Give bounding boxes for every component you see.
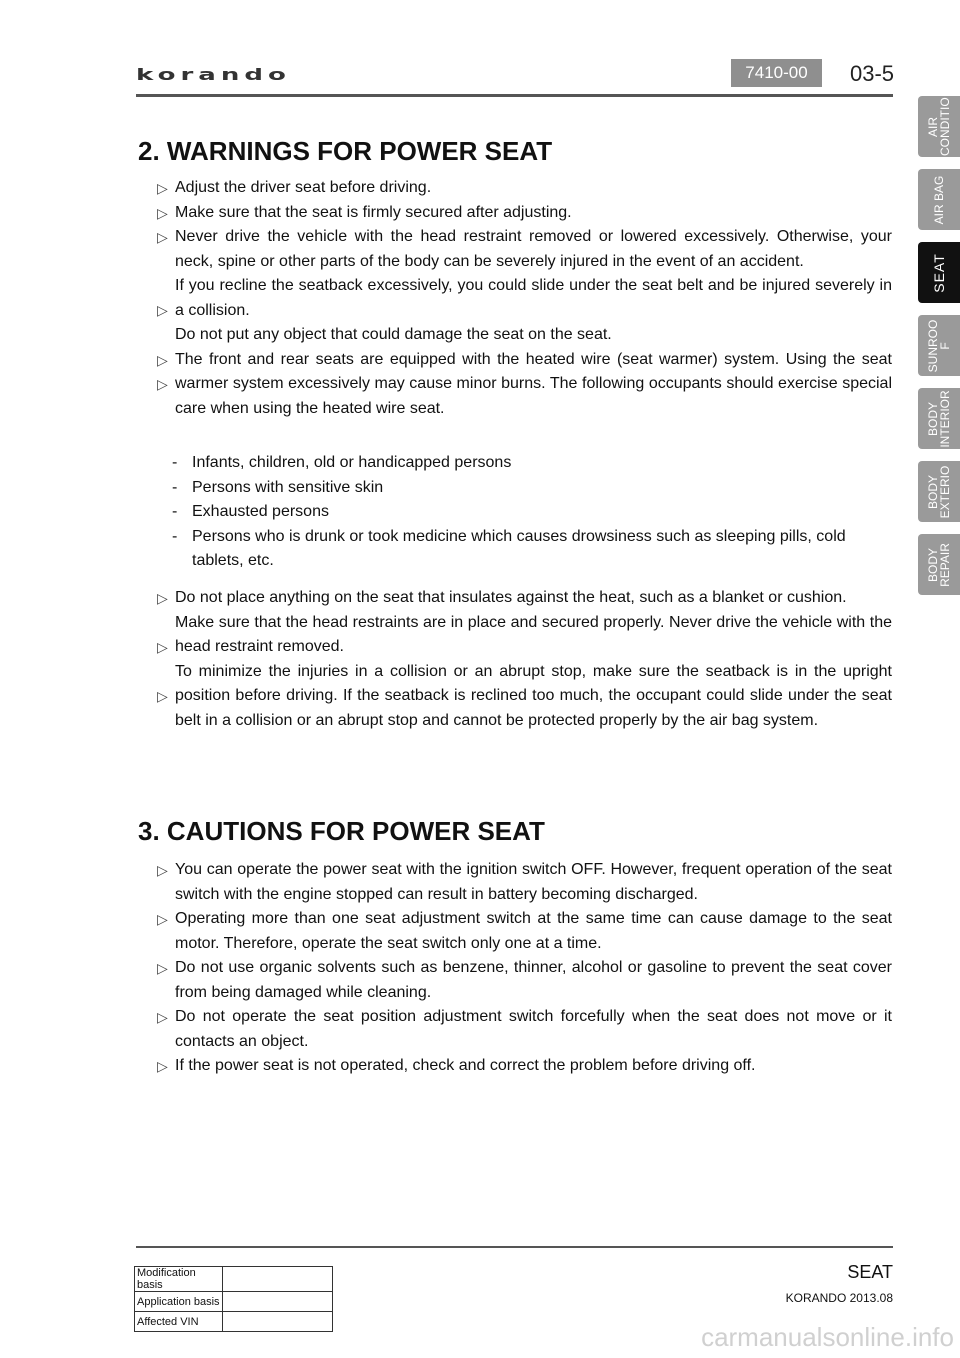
page-number: 03-5 (850, 61, 895, 86)
triangle-bullet-icon: ▷ (157, 960, 168, 976)
triangle-bullet-icon: ▷ (157, 1009, 168, 1025)
section-2-title: 2. WARNINGS FOR POWER SEAT (138, 136, 553, 166)
list-item: ▷ If the power seat is not operated, check and correct the problem before driving off. (157, 1054, 892, 1079)
sublist-item: - Persons with sensitive skin (172, 478, 384, 496)
triangle-bullet-icon: ▷ (157, 687, 168, 704)
list-item: ▷ Never drive the vehicle with the head restraint removed or lowered excessively. Otherwise, your neck, spine or other parts of the body can be severely injured in the event of an accident. (157, 225, 892, 274)
tab-air-conditioning[interactable] (918, 96, 960, 157)
watermark-text: carmanualsonline.info (701, 1322, 954, 1352)
list-item: ▷ Adjust the driver seat before driving. (157, 176, 892, 201)
tab-label: AIR CONDITIO (926, 96, 952, 156)
tab-seat[interactable] (918, 242, 960, 303)
list-item: ▷ Do not operate the seat position adjustment switch forcefully when the seat does not move or it contacts an object. (157, 1005, 892, 1054)
tab-body-interior[interactable] (918, 388, 960, 449)
header-divider (136, 94, 893, 97)
triangle-bullet-icon: ▷ (157, 862, 168, 878)
occupants-sublist (172, 451, 862, 574)
cautions-list (157, 858, 892, 1079)
tab-label: BODY EXTERIO (926, 465, 952, 518)
triangle-bullet-icon: ▷ (157, 302, 168, 318)
brand-logo: korando (136, 66, 291, 84)
triangle-bullet-icon: ▷ (157, 590, 168, 606)
list-item: ▷ Do not place anything on the seat that insulates against the heat, such as a blanket or cushion. (157, 586, 892, 611)
table-label: Modification basis (135, 1267, 223, 1292)
sublist-item: - Exhausted persons (172, 503, 329, 520)
table-value (223, 1267, 333, 1292)
list-item: ▷ Do not use organic solvents such as benzene, thinner, alcohol or gasoline to prevent the seat cover from being damaged while cleaning. (157, 956, 892, 1005)
triangle-bullet-icon: ▷ (157, 638, 168, 655)
table-label: Application basis (135, 1292, 223, 1312)
tab-body-repair[interactable] (918, 534, 960, 595)
table-row (135, 1292, 333, 1312)
tab-label: BODY INTERIOR (926, 389, 952, 448)
footer-model-date: KORANDO 2013.08 (785, 1291, 893, 1305)
table-value (223, 1312, 333, 1332)
triangle-bullet-icon: ▷ (157, 180, 168, 196)
triangle-bullet-icon: ▷ (157, 351, 168, 368)
list-item: ▷ ▷ The front and rear seats are equipped with the heated wire (seat warmer) system. Using the seat warmer system excessively may cause minor burns. The following occupants should exercise special care when using the heated wire seat. (157, 348, 892, 422)
list-item: ▷ Make sure that the head restraints are in place and secured properly. Never drive the vehicle with the head restraint removed. (157, 611, 892, 660)
triangle-bullet-icon: ▷ (157, 911, 168, 927)
warnings-list (157, 176, 892, 421)
table-row (135, 1312, 333, 1332)
sublist-item: - Infants, children, old or handicapped persons (172, 454, 512, 471)
section-3-title: 3. CAUTIONS FOR POWER SEAT (138, 816, 545, 846)
modification-table (134, 1266, 333, 1332)
tab-label: AIR BAG (932, 175, 946, 224)
tab-air-bag[interactable] (918, 169, 960, 230)
triangle-bullet-icon: ▷ (157, 1058, 168, 1074)
tab-body-exterior[interactable] (918, 461, 960, 522)
footer-divider (136, 1246, 893, 1248)
tab-label: SEAT (931, 252, 947, 293)
triangle-bullet-icon: ▷ (157, 229, 168, 245)
tab-sunroof[interactable] (918, 315, 960, 376)
list-item: ▷ Operating more than one seat adjustment switch at the same time can cause damage to the seat motor. Therefore, operate the seat switch only one at a time. (157, 907, 892, 956)
table-value (223, 1292, 333, 1312)
warnings-list-continued (157, 586, 892, 733)
sublist-item: - Persons who is drunk or took medicine which causes drowsiness such as sleeping pills, cold tablets, etc. (172, 527, 846, 569)
triangle-bullet-icon: ▷ (157, 204, 168, 221)
table-row (135, 1267, 333, 1292)
list-item: ▷ If you recline the seatback excessively, you could slide under the seat belt and be injured severely in a collision. (157, 274, 892, 323)
list-item: ▷ You can operate the power seat with the ignition switch OFF. However, frequent operation of the seat switch with the engine stopped can result in battery becoming discharged. (157, 858, 892, 907)
triangle-bullet-icon: ▷ (157, 375, 168, 392)
footer-chapter-title: SEAT (847, 1262, 893, 1282)
list-item: ▷ Make sure that the seat is firmly secured after adjusting. (157, 201, 892, 226)
list-item: ▷ To minimize the injuries in a collision or an abrupt stop, make sure the seatback is in the upright position before driving. If the seatback is reclined too much, the occupant could slide under the seat belt in a collision or an abrupt stop and cannot be protected properly by the air bag system. (157, 662, 892, 729)
table-label: Affected VIN (135, 1312, 223, 1332)
section-code-badge: 7410-00 (731, 59, 822, 87)
tab-label: BODY REPAIR (926, 542, 952, 587)
tab-label: SUNROO F (926, 319, 952, 372)
list-item: Do not put any object that could damage the seat on the seat. (175, 326, 612, 343)
